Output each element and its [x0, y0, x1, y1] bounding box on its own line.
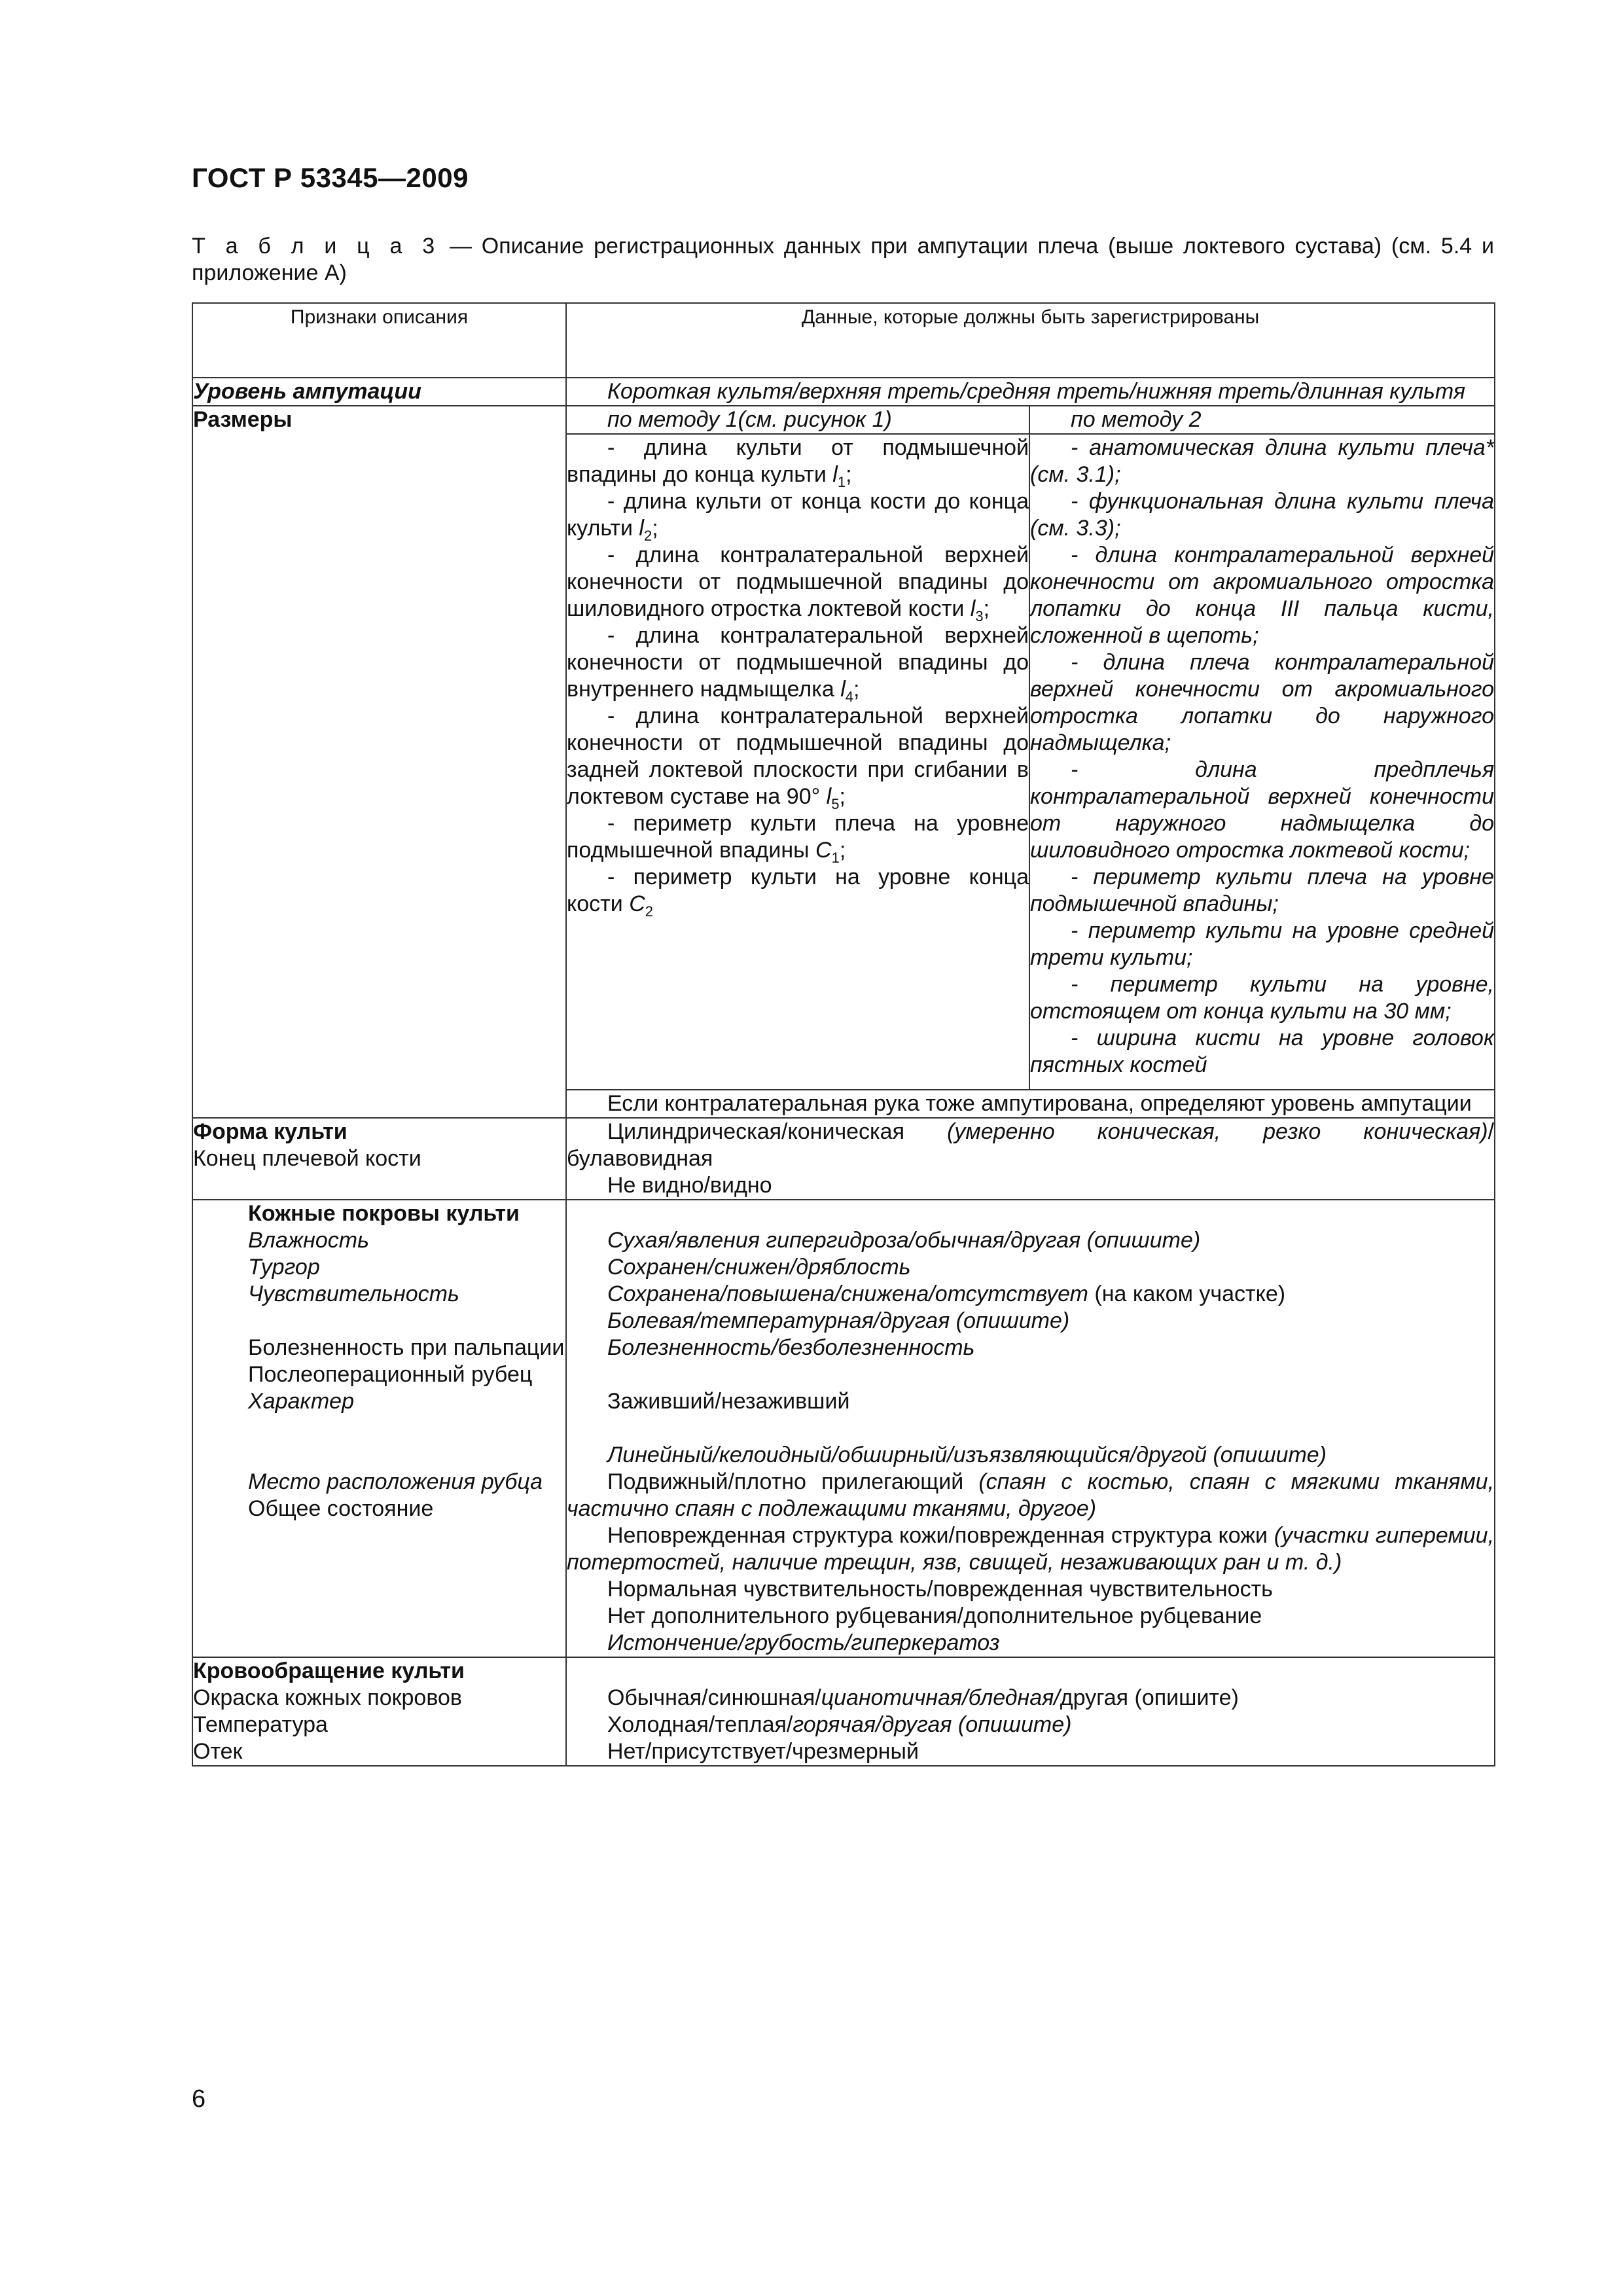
method-1-item: - длина культи от конца кости до конца культи $l_2$;	[567, 489, 1029, 544]
amputation-level-label: Уровень ампутации	[193, 379, 421, 404]
row-sizes-methods	[192, 406, 1495, 434]
turgor-label: Тургор	[248, 1255, 320, 1280]
method-2-item: - периметр культи плеча на уровне подмышечной впадины;	[1030, 865, 1495, 916]
scar-location-value: Неповрежденная структура кожи/поврежденная структура кожи (участки гиперемии, потертостей, наличие трещин, язв, свищей, незаживающих ран и т. д.)	[567, 1523, 1495, 1575]
stump-shape-value: Цилиндрическая/коническая (умеренно коническая, резко коническая)/булавовидная	[567, 1119, 1495, 1171]
general-state-value: Нормальная чувствительность/поврежденная чувствительность	[607, 1577, 1273, 1602]
document-title: ГОСТ Р 53345—2009	[192, 162, 469, 193]
character-value: Линейный/келоидный/обширный/изъязвляющийся/другой (опишите)	[607, 1443, 1327, 1467]
method-2-item: - длина плеча контралатеральной верхней конечности от акромиального отростка лопатки до наружного надмыщелка;	[1030, 650, 1495, 755]
header-features: Признаки описания	[192, 303, 566, 378]
scar-value: Заживший/незаживший	[607, 1389, 850, 1414]
method-2-item: - анатомическая длина культи плеча* (см. 3.1);	[1030, 435, 1495, 487]
temperature-label: Температура	[193, 1712, 328, 1737]
header-data: Данные, которые должны быть зарегистрированы	[566, 303, 1495, 378]
skin-color-value: Обычная/синюшная/цианотичная/бледная/другая (опишите)	[607, 1685, 1239, 1710]
edema-value: Нет/присутствует/чрезмерный	[607, 1739, 919, 1764]
pain-value: Болезненность/безболезненность	[607, 1335, 975, 1360]
method-1-item: - периметр культи плеча на уровне подмышечной впадины $C_1$;	[567, 811, 1029, 866]
moisture-value: Сухая/явления гипергидроза/обычная/другая (опишите)	[607, 1228, 1201, 1253]
sensitivity-label: Чувствительность	[248, 1282, 459, 1306]
circulation-label: Кровообращение культи	[193, 1659, 465, 1683]
skin-color-label: Окраска кожных покровов	[193, 1685, 462, 1710]
moisture-label: Влажность	[248, 1228, 369, 1253]
mobility-value: Подвижный/плотно прилегающий (спаян с костью, спаян с мягкими тканями, частично спаян с подлежащими тканями, другое)	[567, 1469, 1495, 1521]
bone-end-label: Конец плечевой кости	[193, 1146, 421, 1171]
row-stump-shape	[192, 1118, 1495, 1200]
method-2-item: - длина предплечья контралатеральной верхней конечности от наружного надмыщелка до шиловидного отростка локтевой кости;	[1030, 757, 1495, 863]
pain-label: Болезненность при пальпации	[248, 1335, 565, 1360]
scar-label: Послеоперационный рубец	[248, 1362, 533, 1387]
turgor-value: Сохранен/снижен/дряблость	[607, 1255, 911, 1280]
registration-data-table	[192, 302, 1495, 1767]
method-2-list	[1029, 434, 1495, 1090]
contralateral-note: Если контралатеральная рука тоже ампутирована, определяют уровень ампутации	[607, 1091, 1472, 1116]
stump-shape-label: Форма культи	[193, 1119, 348, 1144]
table-caption-label: Т а б л и ц а 3	[192, 234, 440, 259]
edema-label: Отек	[193, 1739, 243, 1764]
skin-thinning-value: Истончение/грубость/гиперкератоз	[607, 1630, 1000, 1655]
row-amputation-level	[192, 378, 1495, 406]
method-1-list	[566, 434, 1029, 1090]
table-header-row	[192, 303, 1495, 378]
method-2-item: - функциональная длина культи плеча (см. 3.3);	[1030, 489, 1495, 541]
method-1-item: - длина контралатеральной верхней конечности от подмышечной впадины до задней локтевой плоскости при сгибании в локтевом суставе на 90° $l_5$;	[567, 704, 1029, 812]
character-label: Характер	[248, 1389, 354, 1414]
method-1-heading: по методу 1(см. рисунок 1)	[607, 407, 892, 432]
extra-scarring-value: Нет дополнительного рубцевания/дополнительное рубцевание	[607, 1604, 1262, 1628]
method-2-item: - периметр культи на уровне средней трети культи;	[1030, 918, 1495, 970]
table-caption	[192, 233, 1494, 287]
sensitivity-type-value: Болевая/температурная/другая (опишите)	[607, 1308, 1070, 1333]
table-caption-text: — Описание регистрационных данных при ампутации плеча (выше локтевого сустава) (см. 5.4 и приложение А)	[192, 234, 1495, 285]
amputation-level-value: Короткая культя/верхняя треть/средняя треть/нижняя треть/длинная культя	[607, 379, 1466, 404]
scar-location-label: Место расположения рубца	[248, 1469, 543, 1494]
method-1-item: - длина контралатеральной верхней конечности от подмышечной впадины до шиловидного отростка локтевой кости $l_3$;	[567, 543, 1029, 624]
skin-label: Кожные покровы культи	[248, 1201, 520, 1226]
sensitivity-value: Сохранена/повышена/снижена/отсутствует (на каком участке)	[607, 1282, 1286, 1306]
method-2-heading: по методу 2	[1071, 407, 1202, 432]
method-2-item: - длина контралатеральной верхней конечности от акромиального отростка лопатки до конца III пальца кисти, сложенной в щепоть;	[1030, 543, 1495, 648]
row-circulation	[192, 1657, 1495, 1766]
method-2-item: - периметр культи на уровне, отстоящем от конца культи на 30 мм;	[1030, 972, 1495, 1024]
method-1-item: - длина контралатеральной верхней конечности от подмышечной впадины до внутреннего надмыщелка $l_4$;	[567, 623, 1029, 705]
row-skin	[192, 1200, 1495, 1657]
page-number: 6	[192, 2085, 206, 2113]
bone-end-value: Не видно/видно	[607, 1173, 772, 1198]
general-state-label: Общее состояние	[248, 1496, 434, 1521]
temperature-value: Холодная/теплая/горячая/другая (опишите)	[607, 1712, 1072, 1737]
method-2-item: - ширина кисти на уровне головок пястных костей	[1030, 1026, 1495, 1077]
sizes-label: Размеры	[193, 407, 293, 432]
method-1-item: - длина культи от подмышечной впадины до конца культи $l_1$;	[567, 435, 1029, 490]
method-1-item: - периметр культи на уровне конца кости $C_2$	[567, 865, 1029, 920]
